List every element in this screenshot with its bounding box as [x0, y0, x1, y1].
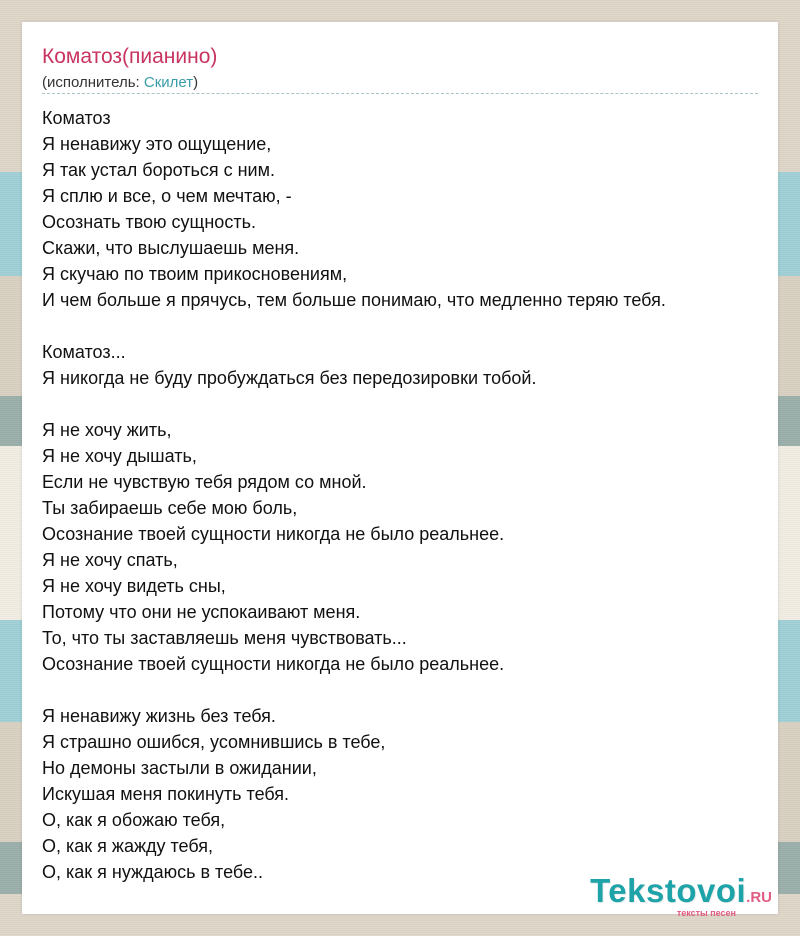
lyrics-line: Я скучаю по твоим прикосновениям, — [42, 264, 348, 284]
lyrics-line: Если не чувствую тебя рядом со мной. — [42, 472, 367, 492]
lyrics-text — [42, 105, 762, 885]
lyrics-line: Я не хочу спать, — [42, 550, 178, 570]
lyrics-line: То, что ты заставляешь меня чувствовать... — [42, 628, 407, 648]
lyrics-blank-line — [42, 391, 762, 417]
lyrics-line: Я никогда не буду пробуждаться без передозировки тобой. — [42, 368, 537, 388]
lyrics-line: Я ненавижу жизнь без тебя. — [42, 706, 276, 726]
lyrics-line: Я сплю и все, о чем мечтаю, - — [42, 186, 292, 206]
site-logo[interactable] — [590, 872, 772, 918]
lyrics-line: Искушая меня покинуть тебя. — [42, 784, 290, 804]
song-title: Коматоз(пианино) — [42, 45, 218, 68]
lyrics-line: Я не хочу видеть сны, — [42, 576, 226, 596]
lyrics-line: Осознание твоей сущности никогда не было реальнее. — [42, 524, 505, 544]
artist-prefix: (исполнитель: — [42, 74, 144, 91]
lyrics-line: Скажи, что выслушаешь меня. — [42, 238, 300, 258]
logo-text: Tekstovoi — [590, 872, 747, 909]
lyrics-blank-line — [42, 313, 762, 339]
lyrics-line: Осознать твою сущность. — [42, 212, 256, 232]
lyrics-line: Я так устал бороться с ним. — [42, 160, 275, 180]
divider — [42, 93, 758, 94]
lyrics-card — [22, 22, 778, 918]
lyrics-line: Я не хочу жить, — [42, 420, 172, 440]
artist-suffix: ) — [193, 74, 199, 91]
lyrics-line: О, как я обожаю тебя, — [42, 810, 226, 830]
lyrics-line: О, как я жажду тебя, — [42, 836, 214, 856]
lyrics-blank-line — [42, 677, 762, 703]
lyrics-line: И чем больше я прячусь, тем больше понимаю, что медленно теряю тебя. — [42, 290, 666, 310]
logo-tld: .RU — [746, 889, 772, 906]
lyrics-line: Коматоз — [42, 108, 111, 128]
lyrics-line: Я страшно ошибся, усомнившись в тебе, — [42, 732, 386, 752]
lyrics-line: Ты забираешь себе мою боль, — [42, 498, 298, 518]
lyrics-line: Коматоз... — [42, 342, 126, 362]
lyrics-line: Потому что они не успокаивают меня. — [42, 602, 361, 622]
artist-line — [42, 73, 198, 93]
lyrics-line: Я не хочу дышать, — [42, 446, 197, 466]
lyrics-line: Но демоны застыли в ожидании, — [42, 758, 317, 778]
lyrics-line: О, как я нуждаюсь в тебе.. — [42, 862, 264, 882]
lyrics-line: Я ненавижу это ощущение, — [42, 134, 272, 154]
artist-link[interactable]: Скилет — [143, 74, 194, 91]
logo-tagline: тексты песен — [676, 908, 736, 918]
lyrics-line: Осознание твоей сущности никогда не было реальнее. — [42, 654, 505, 674]
